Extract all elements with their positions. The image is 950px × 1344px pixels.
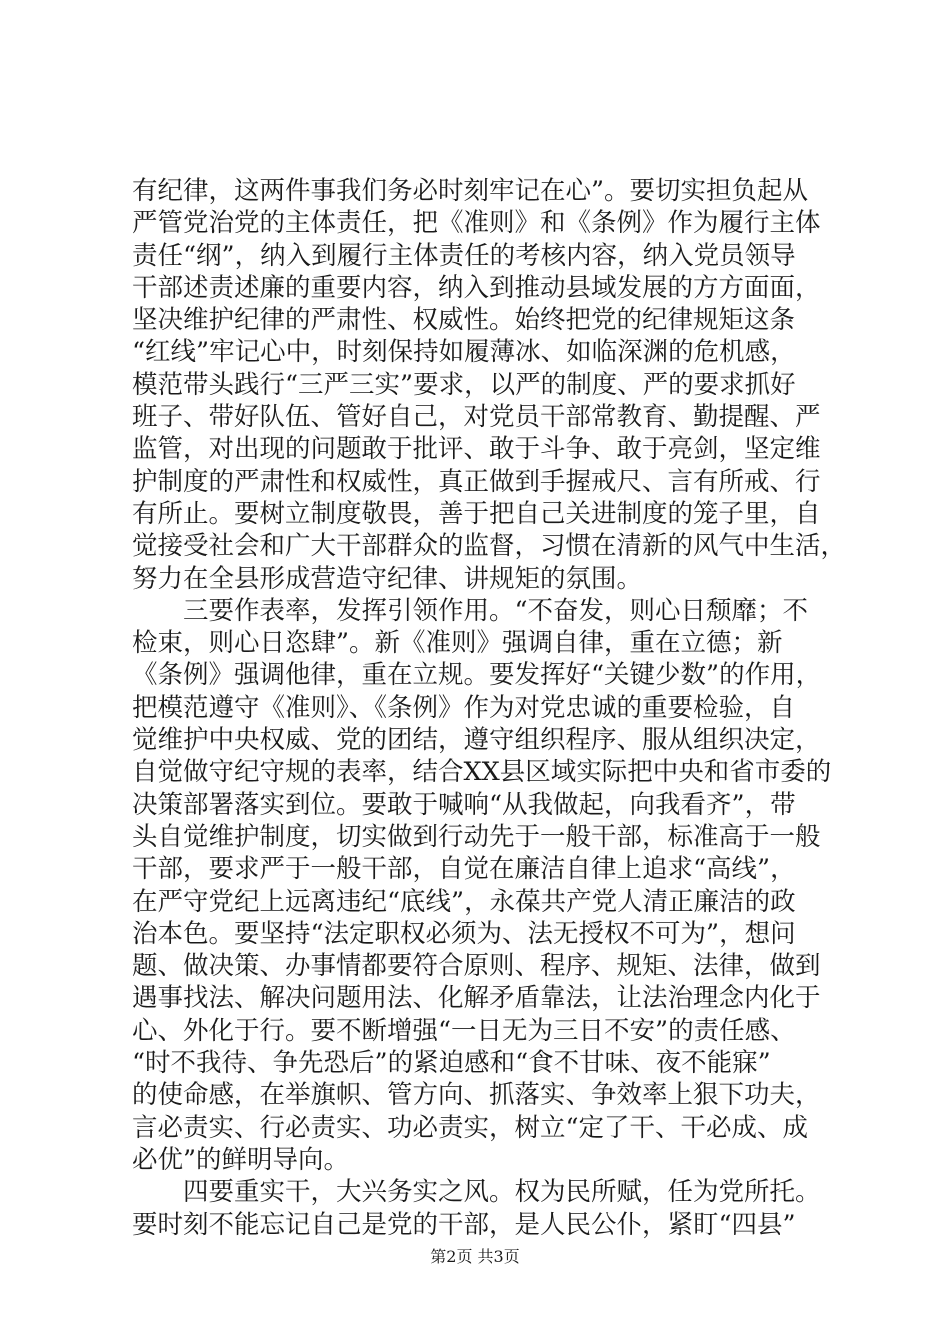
text-line: 遇事找法、解决问题用法、化解矛盾靠法，让法治理念内化于 bbox=[132, 983, 821, 1014]
text-line: 觉维护中央权威、党的团结，遵守组织程序、服从组织决定， bbox=[132, 725, 821, 756]
text-line: 题、做决策、办事情都要符合原则、程序、规矩、法律，做到 bbox=[132, 951, 821, 982]
text-line: 言必责实、行必责实、功必责实，树立“定了干、干必成、成 bbox=[132, 1112, 809, 1143]
text-line: 责任“纲”，纳入到履行主体责任的考核内容，纳入党员领导 bbox=[132, 240, 796, 271]
body-text bbox=[132, 175, 847, 1241]
text-line: 四要重实干，大兴务实之风。权为民所赋，任为党所托。 bbox=[132, 1177, 821, 1208]
text-line: 努力在全县形成营造守纪律、讲规矩的氛围。 bbox=[132, 563, 643, 594]
text-line: 严管党治党的主体责任，把《准则》和《条例》作为履行主体 bbox=[132, 208, 821, 239]
text-line: 在严守党纪上远离违纪“底线”，永葆共产党人清正廉洁的政 bbox=[132, 886, 796, 917]
text-line: 班子、带好队伍、管好自己，对党员干部常教育、勤提醒、严 bbox=[132, 402, 821, 433]
text-line: 的使命感，在举旗帜、管方向、抓落实、争效率上狠下功夫， bbox=[132, 1080, 821, 1111]
text-line: 干部述责述廉的重要内容，纳入到推动县域发展的方方面面， bbox=[132, 272, 821, 303]
text-line: 把模范遵守《准则》、《条例》作为对党忠诚的重要检验，自 bbox=[132, 692, 796, 723]
text-line: 觉接受社会和广大干部群众的监督，习惯在清新的风气中生活， bbox=[132, 531, 847, 562]
page-number: 第2页 共3页 bbox=[430, 1247, 520, 1266]
text-line: 要时刻不能忘记自己是党的干部，是人民公仆，紧盯“四县” bbox=[132, 1209, 796, 1240]
page-footer bbox=[0, 1244, 950, 1267]
text-line: 治本色。要坚持“法定职权必须为、法无授权不可为”，想问 bbox=[132, 918, 796, 949]
text-line: 《条例》强调他律，重在立规。要发挥好“关键少数”的作用， bbox=[132, 660, 822, 691]
text-line: 决策部署落实到位。要敢于喊响“从我做起，向我看齐”，带 bbox=[132, 789, 796, 820]
text-line: “时不我待、争先恐后”的紧迫感和“食不甘味、夜不能寐” bbox=[132, 1048, 771, 1079]
text-line: 心、外化于行。要不断增强“一日无为三日不安”的责任感、 bbox=[132, 1015, 796, 1046]
text-line: 坚决维护纪律的严肃性、权威性。始终把党的纪律规矩这条 bbox=[132, 305, 796, 336]
text-line: 必优”的鲜明导向。 bbox=[132, 1144, 350, 1175]
text-line: 头自觉维护制度，切实做到行动先于一般干部，标准高于一般 bbox=[132, 821, 821, 852]
text-line: 监管，对出现的问题敢于批评、敢于斗争、敢于亮剑，坚定维 bbox=[132, 434, 821, 465]
text-line: 模范带头践行“三严三实”要求，以严的制度、严的要求抓好 bbox=[132, 369, 796, 400]
text-line: 干部，要求严于一般干部，自觉在廉洁自律上追求“高线”， bbox=[132, 854, 796, 885]
text-line: “红线”牢记心中，时刻保持如履薄冰、如临深渊的危机感， bbox=[132, 337, 796, 368]
text-line: 检束，则心日恣肆”。新《准则》强调自律，重在立德；新 bbox=[132, 628, 783, 659]
text-line: 有所止。要树立制度敬畏，善于把自己关进制度的笼子里，自 bbox=[132, 498, 821, 529]
text-line: 有纪律，这两件事我们务必时刻牢记在心”。要切实担负起从 bbox=[132, 176, 809, 206]
text-line: 护制度的严肃性和权威性，真正做到手握戒尺、言有所戒、行 bbox=[132, 466, 821, 497]
text-line: 自觉做守纪守规的表率，结合XX县区域实际把中央和省市委的 bbox=[132, 757, 832, 788]
text-line: 三要作表率，发挥引领作用。“不奋发，则心日颓靡；不 bbox=[132, 595, 809, 626]
